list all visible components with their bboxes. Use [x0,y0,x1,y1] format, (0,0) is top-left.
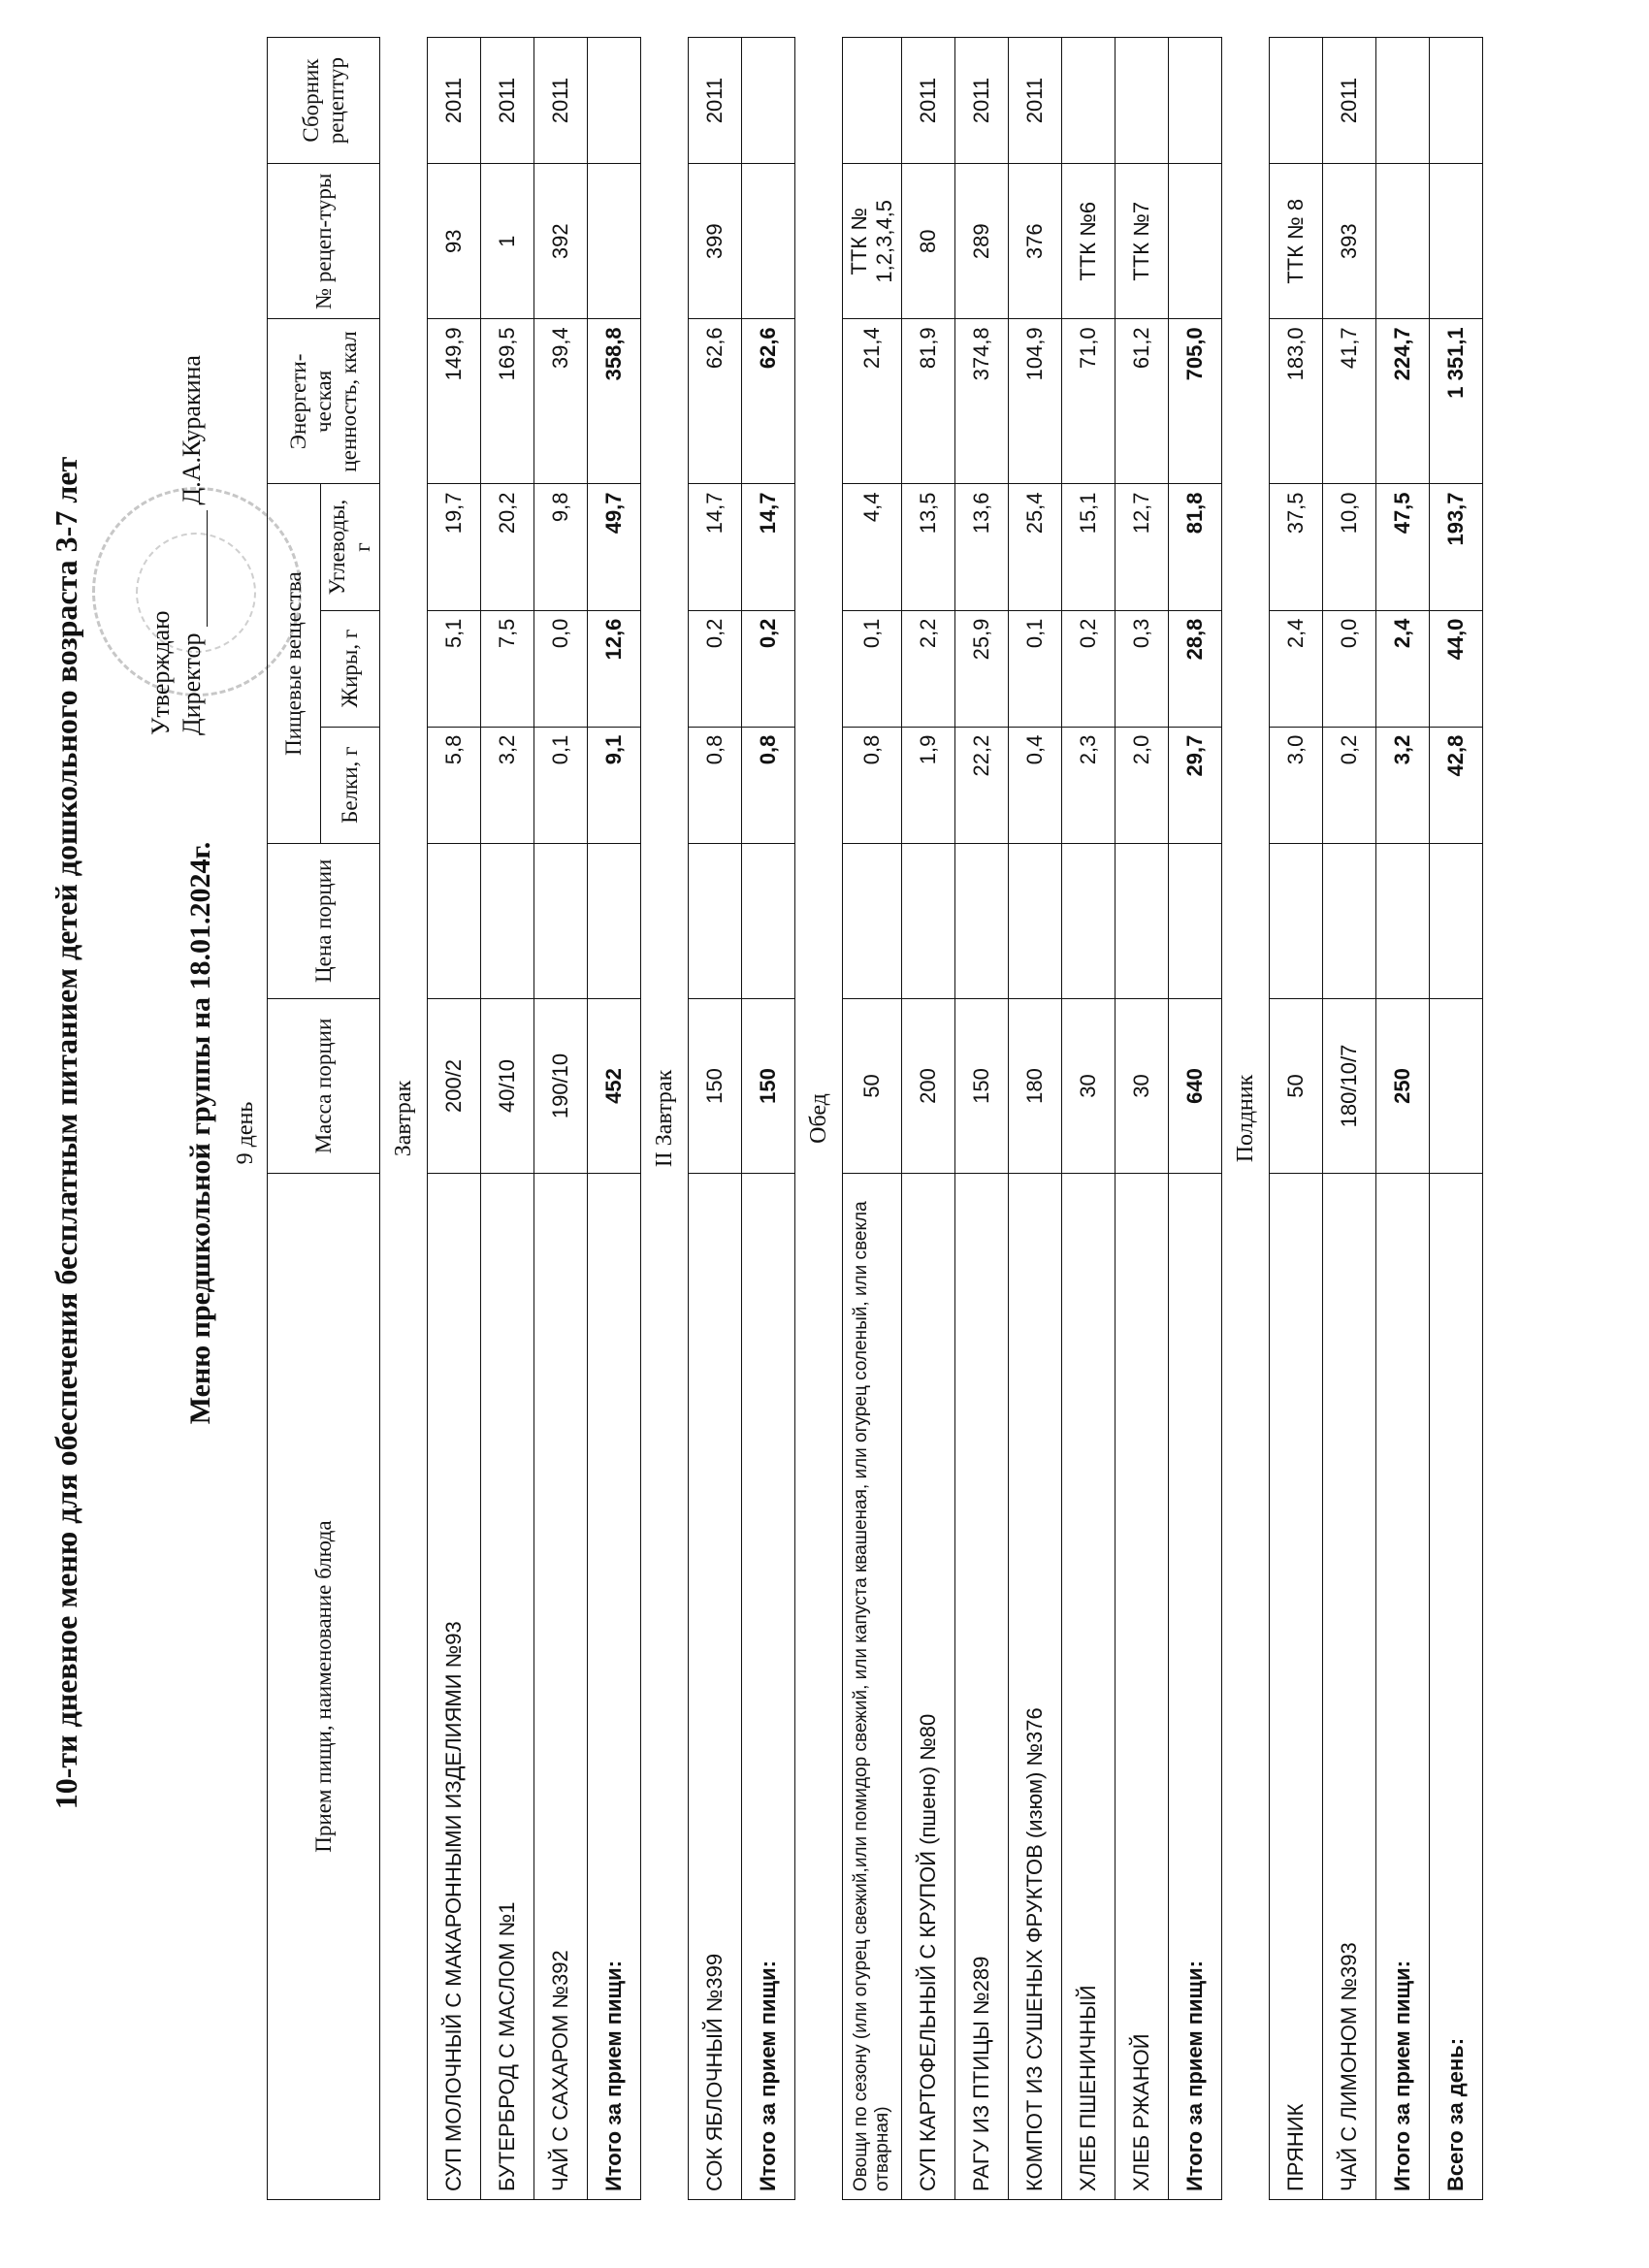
dish-recipe: 93 [428,164,481,319]
dish-price [902,843,955,998]
day-total-mass [1430,998,1483,1173]
dish-carbs: 20,2 [481,484,534,610]
table-row [955,38,1009,2200]
total-mass: 150 [742,998,795,1173]
dish-protein: 0,2 [1323,727,1376,843]
total-book [588,38,641,164]
table-row [428,38,481,2200]
total-protein: 29,7 [1169,727,1222,843]
dish-price [689,843,742,998]
total-row [1169,38,1222,2200]
dish-fat: 0,1 [843,610,902,727]
dish-carbs: 13,6 [955,484,1009,610]
dish-book: 2011 [534,38,588,164]
approval-line: Утверждаю [146,610,175,735]
dish-energy: 183,0 [1270,319,1323,484]
dish-carbs: 4,4 [843,484,902,610]
menu-body [380,38,1483,2200]
dish-energy: 169,5 [481,319,534,484]
dish-mass: 40/10 [481,998,534,1173]
day-total-energy: 1 351,1 [1430,319,1483,484]
dish-recipe: 1 [481,164,534,319]
dish-energy: 81,9 [902,319,955,484]
menu-table [267,37,1483,2200]
table-row [1323,38,1376,2200]
dish-book [843,38,902,164]
dish-carbs: 12,7 [1116,484,1169,610]
dish-protein: 3,0 [1270,727,1323,843]
dish-protein: 1,9 [902,727,955,843]
dish-energy: 374,8 [955,319,1009,484]
dish-recipe: 393 [1323,164,1376,319]
total-row [1376,38,1430,2200]
dish-recipe: ТТК № 1,2,3,4,5 [843,164,902,319]
total-energy: 224,7 [1376,319,1430,484]
section-row [795,38,843,2200]
total-carbs: 47,5 [1376,484,1430,610]
dish-recipe: ТТК №6 [1062,164,1116,319]
header-price: Цена порции [268,843,380,998]
dish-book: 2011 [689,38,742,164]
total-energy: 358,8 [588,319,641,484]
dish-mass: 30 [1062,998,1116,1173]
dish-recipe: ТТК №7 [1116,164,1169,319]
dish-fat: 0,0 [534,610,588,727]
dish-carbs: 19,7 [428,484,481,610]
day-total-row [1430,38,1483,2200]
dish-price [481,843,534,998]
table-row [902,38,955,2200]
dish-fat: 2,2 [902,610,955,727]
total-energy: 705,0 [1169,319,1222,484]
dish-protein: 3,2 [481,727,534,843]
section-row [641,38,689,2200]
dish-protein: 22,2 [955,727,1009,843]
dish-recipe: 289 [955,164,1009,319]
total-fat: 0,2 [742,610,795,727]
dish-mass: 190/10 [534,998,588,1173]
dish-fat: 2,4 [1270,610,1323,727]
total-mass: 250 [1376,998,1430,1173]
dish-energy: 61,2 [1116,319,1169,484]
dish-book [1116,38,1169,164]
dish-carbs: 14,7 [689,484,742,610]
total-price [588,843,641,998]
dish-protein: 0,8 [843,727,902,843]
dish-price [955,843,1009,998]
dish-name: ПРЯНИК [1270,1174,1323,2200]
total-book [742,38,795,164]
section-title: II Завтрак [641,38,689,2200]
total-price [742,843,795,998]
document-title: 10-ти дневное меню для обеспечения бесплатным питанием детей дошкольного возраста 3-7 лет [48,456,83,1810]
dish-name: ХЛЕБ РЖАНОЙ [1116,1174,1169,2200]
total-price [1376,843,1430,998]
dish-fat: 7,5 [481,610,534,727]
table-row [481,38,534,2200]
dish-book [1062,38,1116,164]
header-book: Сборник рецептур [268,38,380,164]
approval-director-name: Д.А.Куракина [178,355,206,505]
dish-carbs: 10,0 [1323,484,1376,610]
table-row [1116,38,1169,2200]
total-recipe [1169,164,1222,319]
header-recipe: № рецеп-туры [268,164,380,319]
dish-carbs: 37,5 [1270,484,1323,610]
total-price [1169,843,1222,998]
dish-fat: 25,9 [955,610,1009,727]
day-total-price [1430,843,1483,998]
dish-book: 2011 [428,38,481,164]
dish-protein: 0,8 [689,727,742,843]
table-row [1062,38,1116,2200]
total-label: Итого за прием пищи: [1169,1174,1222,2200]
dish-mass: 180/10/7 [1323,998,1376,1173]
total-carbs: 49,7 [588,484,641,610]
dish-recipe: ТТК № 8 [1270,164,1323,319]
menu-title: Меню предшкольной группы на 18.01.2024г. [184,841,216,1425]
day-total-recipe [1430,164,1483,319]
table-row [534,38,588,2200]
dish-name: КОМПОТ ИЗ СУШЕНЫХ ФРУКТОВ (изюм) №376 [1009,1174,1062,2200]
dish-mass: 200/2 [428,998,481,1173]
dish-price [1116,843,1169,998]
total-protein: 3,2 [1376,727,1430,843]
dish-carbs: 13,5 [902,484,955,610]
day-label: 9 день [233,1101,258,1165]
section-title: Полдник [1222,38,1270,2200]
dish-name: СУП МОЛОЧНЫЙ С МАКАРОННЫМИ ИЗДЕЛИЯМИ №93 [428,1174,481,2200]
day-total-carbs: 193,7 [1430,484,1483,610]
section-row [380,38,428,2200]
total-row [742,38,795,2200]
total-recipe [588,164,641,319]
dish-name: БУТЕРБРОД С МАСЛОМ №1 [481,1174,534,2200]
dish-protein: 0,4 [1009,727,1062,843]
dish-protein: 2,0 [1116,727,1169,843]
dish-name: Овощи по сезону (или огурец свежий,или помидор свежий, или капуста квашеная, или огурец соленый, или свекла отварная) [843,1174,902,2200]
dish-price [428,843,481,998]
section-row [1222,38,1270,2200]
dish-energy: 62,6 [689,319,742,484]
dish-price [1323,843,1376,998]
dish-price [1009,843,1062,998]
dish-fat: 0,3 [1116,610,1169,727]
dish-name: СУП КАРТОФЕЛЬНЫЙ С КРУПОЙ (пшено) №80 [902,1174,955,2200]
dish-name: ХЛЕБ ПШЕНИЧНЫЙ [1062,1174,1116,2200]
dish-energy: 149,9 [428,319,481,484]
dish-carbs: 15,1 [1062,484,1116,610]
total-fat: 2,4 [1376,610,1430,727]
table-row [843,38,902,2200]
dish-book: 2011 [481,38,534,164]
total-carbs: 81,8 [1169,484,1222,610]
total-recipe [1376,164,1430,319]
total-label: Итого за прием пищи: [588,1174,641,2200]
dish-fat: 0,1 [1009,610,1062,727]
approval-director-label: Директор [178,632,206,735]
total-energy: 62,6 [742,319,795,484]
dish-recipe: 399 [689,164,742,319]
dish-energy: 71,0 [1062,319,1116,484]
header-mass: Масса порции [268,998,380,1173]
dish-name: ЧАЙ С ЛИМОНОМ №393 [1323,1174,1376,2200]
total-label: Итого за прием пищи: [742,1174,795,2200]
dish-mass: 150 [955,998,1009,1173]
dish-fat: 0,0 [1323,610,1376,727]
dish-energy: 21,4 [843,319,902,484]
day-total-label: Всего за день: [1430,1174,1483,2200]
dish-book: 2011 [955,38,1009,164]
total-mass: 452 [588,998,641,1173]
dish-book: 2011 [1009,38,1062,164]
dish-name: РАГУ ИЗ ПТИЦЫ №289 [955,1174,1009,2200]
day-total-book [1430,38,1483,164]
dish-fat: 5,1 [428,610,481,727]
dish-carbs: 25,4 [1009,484,1062,610]
dish-name: СОК ЯБЛОЧНЫЙ №399 [689,1174,742,2200]
dish-protein: 2,3 [1062,727,1116,843]
dish-mass: 50 [1270,998,1323,1173]
dish-energy: 39,4 [534,319,588,484]
header-energy: Энергети-ческая ценность, ккал [268,319,380,484]
total-recipe [742,164,795,319]
header-carbs: Углеводы, г [321,484,380,610]
dish-book: 2011 [902,38,955,164]
header-nutrients: Пищевые вещества [268,484,321,843]
table-row [689,38,742,2200]
dish-energy: 41,7 [1323,319,1376,484]
total-protein: 9,1 [588,727,641,843]
section-title: Обед [795,38,843,2200]
dish-protein: 5,8 [428,727,481,843]
dish-book [1270,38,1323,164]
dish-price [1062,843,1116,998]
dish-fat: 0,2 [689,610,742,727]
total-fat: 12,6 [588,610,641,727]
total-mass: 640 [1169,998,1222,1173]
dish-recipe: 392 [534,164,588,319]
dish-recipe: 376 [1009,164,1062,319]
table-row [1270,38,1323,2200]
dish-mass: 180 [1009,998,1062,1173]
dish-price [1270,843,1323,998]
header-fat: Жиры, г [321,610,380,727]
dish-price [843,843,902,998]
day-total-fat: 44,0 [1430,610,1483,727]
dish-price [534,843,588,998]
dish-carbs: 9,8 [534,484,588,610]
total-carbs: 14,7 [742,484,795,610]
dish-protein: 0,1 [534,727,588,843]
total-fat: 28,8 [1169,610,1222,727]
dish-mass: 150 [689,998,742,1173]
dish-energy: 104,9 [1009,319,1062,484]
header-name: Прием пищи, наименование блюда [268,1174,380,2200]
dish-recipe: 80 [902,164,955,319]
dish-book: 2011 [1323,38,1376,164]
dish-mass: 30 [1116,998,1169,1173]
dish-fat: 0,2 [1062,610,1116,727]
total-book [1376,38,1430,164]
section-title: Завтрак [380,38,428,2200]
total-label: Итого за прием пищи: [1376,1174,1430,2200]
dish-name: ЧАЙ С САХАРОМ №392 [534,1174,588,2200]
table-row [1009,38,1062,2200]
day-total-protein: 42,8 [1430,727,1483,843]
dish-mass: 200 [902,998,955,1173]
total-row [588,38,641,2200]
total-book [1169,38,1222,164]
dish-mass: 50 [843,998,902,1173]
total-protein: 0,8 [742,727,795,843]
header-protein: Белки, г [321,727,380,843]
